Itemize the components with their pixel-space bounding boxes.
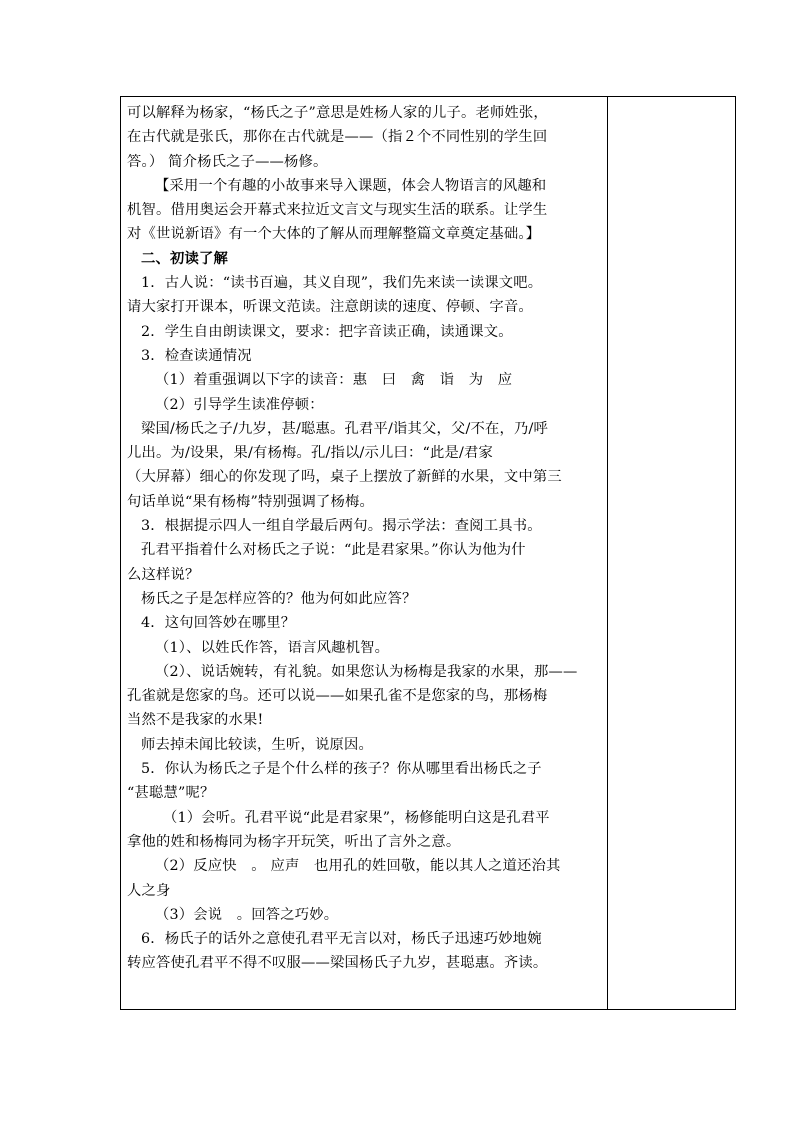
text-line: 5．你认为杨氏之子是个什么样的孩子？你从哪里看出杨氏之子	[141, 761, 542, 778]
text-line: 可以解释为杨家，“杨氏之子”意思是姓杨人家的儿子。老师姓张，	[127, 105, 548, 121]
design-note-line: 对《世说新语》有一个大体的了解从而理解整篇文章奠定基础。】	[127, 226, 541, 243]
text-line: “甚聪慧”呢？	[127, 785, 215, 802]
text-line: 2．学生自由朗读课文，要求：把字音读正确，读通课文。	[141, 323, 513, 340]
text-line: 拿他的姓和杨梅同为杨字开玩笑，听出了言外之意。	[127, 833, 461, 850]
lesson-table	[120, 96, 736, 1010]
text-line: （2）反应快 。 应声 也用孔的姓回敬，能以其人之道还治其	[155, 858, 561, 875]
section-heading: 二、初读了解	[141, 250, 228, 267]
text-line: 句话单说“果有杨梅”特别强调了杨梅。	[127, 493, 374, 510]
text-line: （1）会听。孔君平说“此是君家果”，杨修能明白这是孔君平	[163, 809, 550, 826]
notes-column-cell	[609, 97, 735, 1009]
text-line: 3．根据提示四人一组自学最后两句。揭示学法：查阅工具书。	[141, 518, 542, 535]
text-line: （2）引导学生读准停顿：	[155, 396, 324, 413]
text-line: 答。） 简介杨氏之子——杨修。	[127, 153, 328, 170]
text-line: （1）着重强调以下字的读音：惠 曰 禽 诣 为 应	[155, 372, 513, 389]
design-note-line: 机智。借用奥运会开幕式来拉近文言文与现实生活的联系。让学生	[127, 202, 548, 219]
text-line: 孔君平指着什么对杨氏之子说：“此是君家果。”你认为他为什	[141, 542, 526, 559]
text-line: 4．这句回答妙在哪里？	[141, 615, 296, 632]
design-note-line: 【采用一个有趣的小故事来导入课题，体会人物语言的风趣和	[155, 177, 547, 194]
lesson-content-cell	[127, 101, 603, 976]
text-line: 1．古人说：“读书百遍，其义自现”，我们先来读一读课文吧。	[141, 275, 543, 292]
text-line: 师去掉未闻比较读，生听，说原因。	[141, 736, 373, 753]
text-line: 6．杨氏子的话外之意使孔君平无言以对，杨氏子迅速巧妙地婉	[141, 931, 542, 948]
text-line: 杨氏之子是怎样应答的？他为何如此应答？	[141, 590, 417, 607]
text-line: 么这样说？	[127, 566, 200, 583]
text-line: 转应答使孔君平不得不叹服——梁国杨氏子九岁，甚聪惠。齐读。	[127, 955, 548, 972]
text-line: （1）、以姓氏作答，语言风趣机智。	[155, 639, 390, 656]
text-line: （3）会说 。回答之巧妙。	[155, 906, 339, 923]
text-line: 在古代就是张氏，那你在古代就是——（指２个不同性别的学生回	[127, 129, 548, 146]
text-line: （2）、说话婉转，有礼貌。如果您认为杨梅是我家的水果，那——	[155, 663, 578, 680]
text-line: 儿出。为/设果，果/有杨梅。孔/指以/示儿曰：“此是/君家	[127, 445, 494, 462]
text-line: 人之身	[127, 882, 171, 899]
text-line: （大屏幕）细心的你发现了吗，桌子上摆放了新鲜的水果，文中第三	[127, 469, 562, 486]
text-line: 当然不是我家的水果!	[127, 712, 264, 729]
text-line: 孔雀就是您家的鸟。还可以说——如果孔雀不是您家的鸟，那杨梅	[127, 688, 548, 705]
text-line: 3．检查读通情况	[141, 347, 252, 364]
text-line: 请大家打开课本，听课文范读。注意朗读的速度、停顿、字音。	[127, 299, 533, 316]
column-divider	[607, 97, 608, 1009]
text-line: 梁国/杨氏之子/九岁，甚/聪惠。孔君平/诣其父，父/不在，乃/呼	[141, 420, 549, 437]
